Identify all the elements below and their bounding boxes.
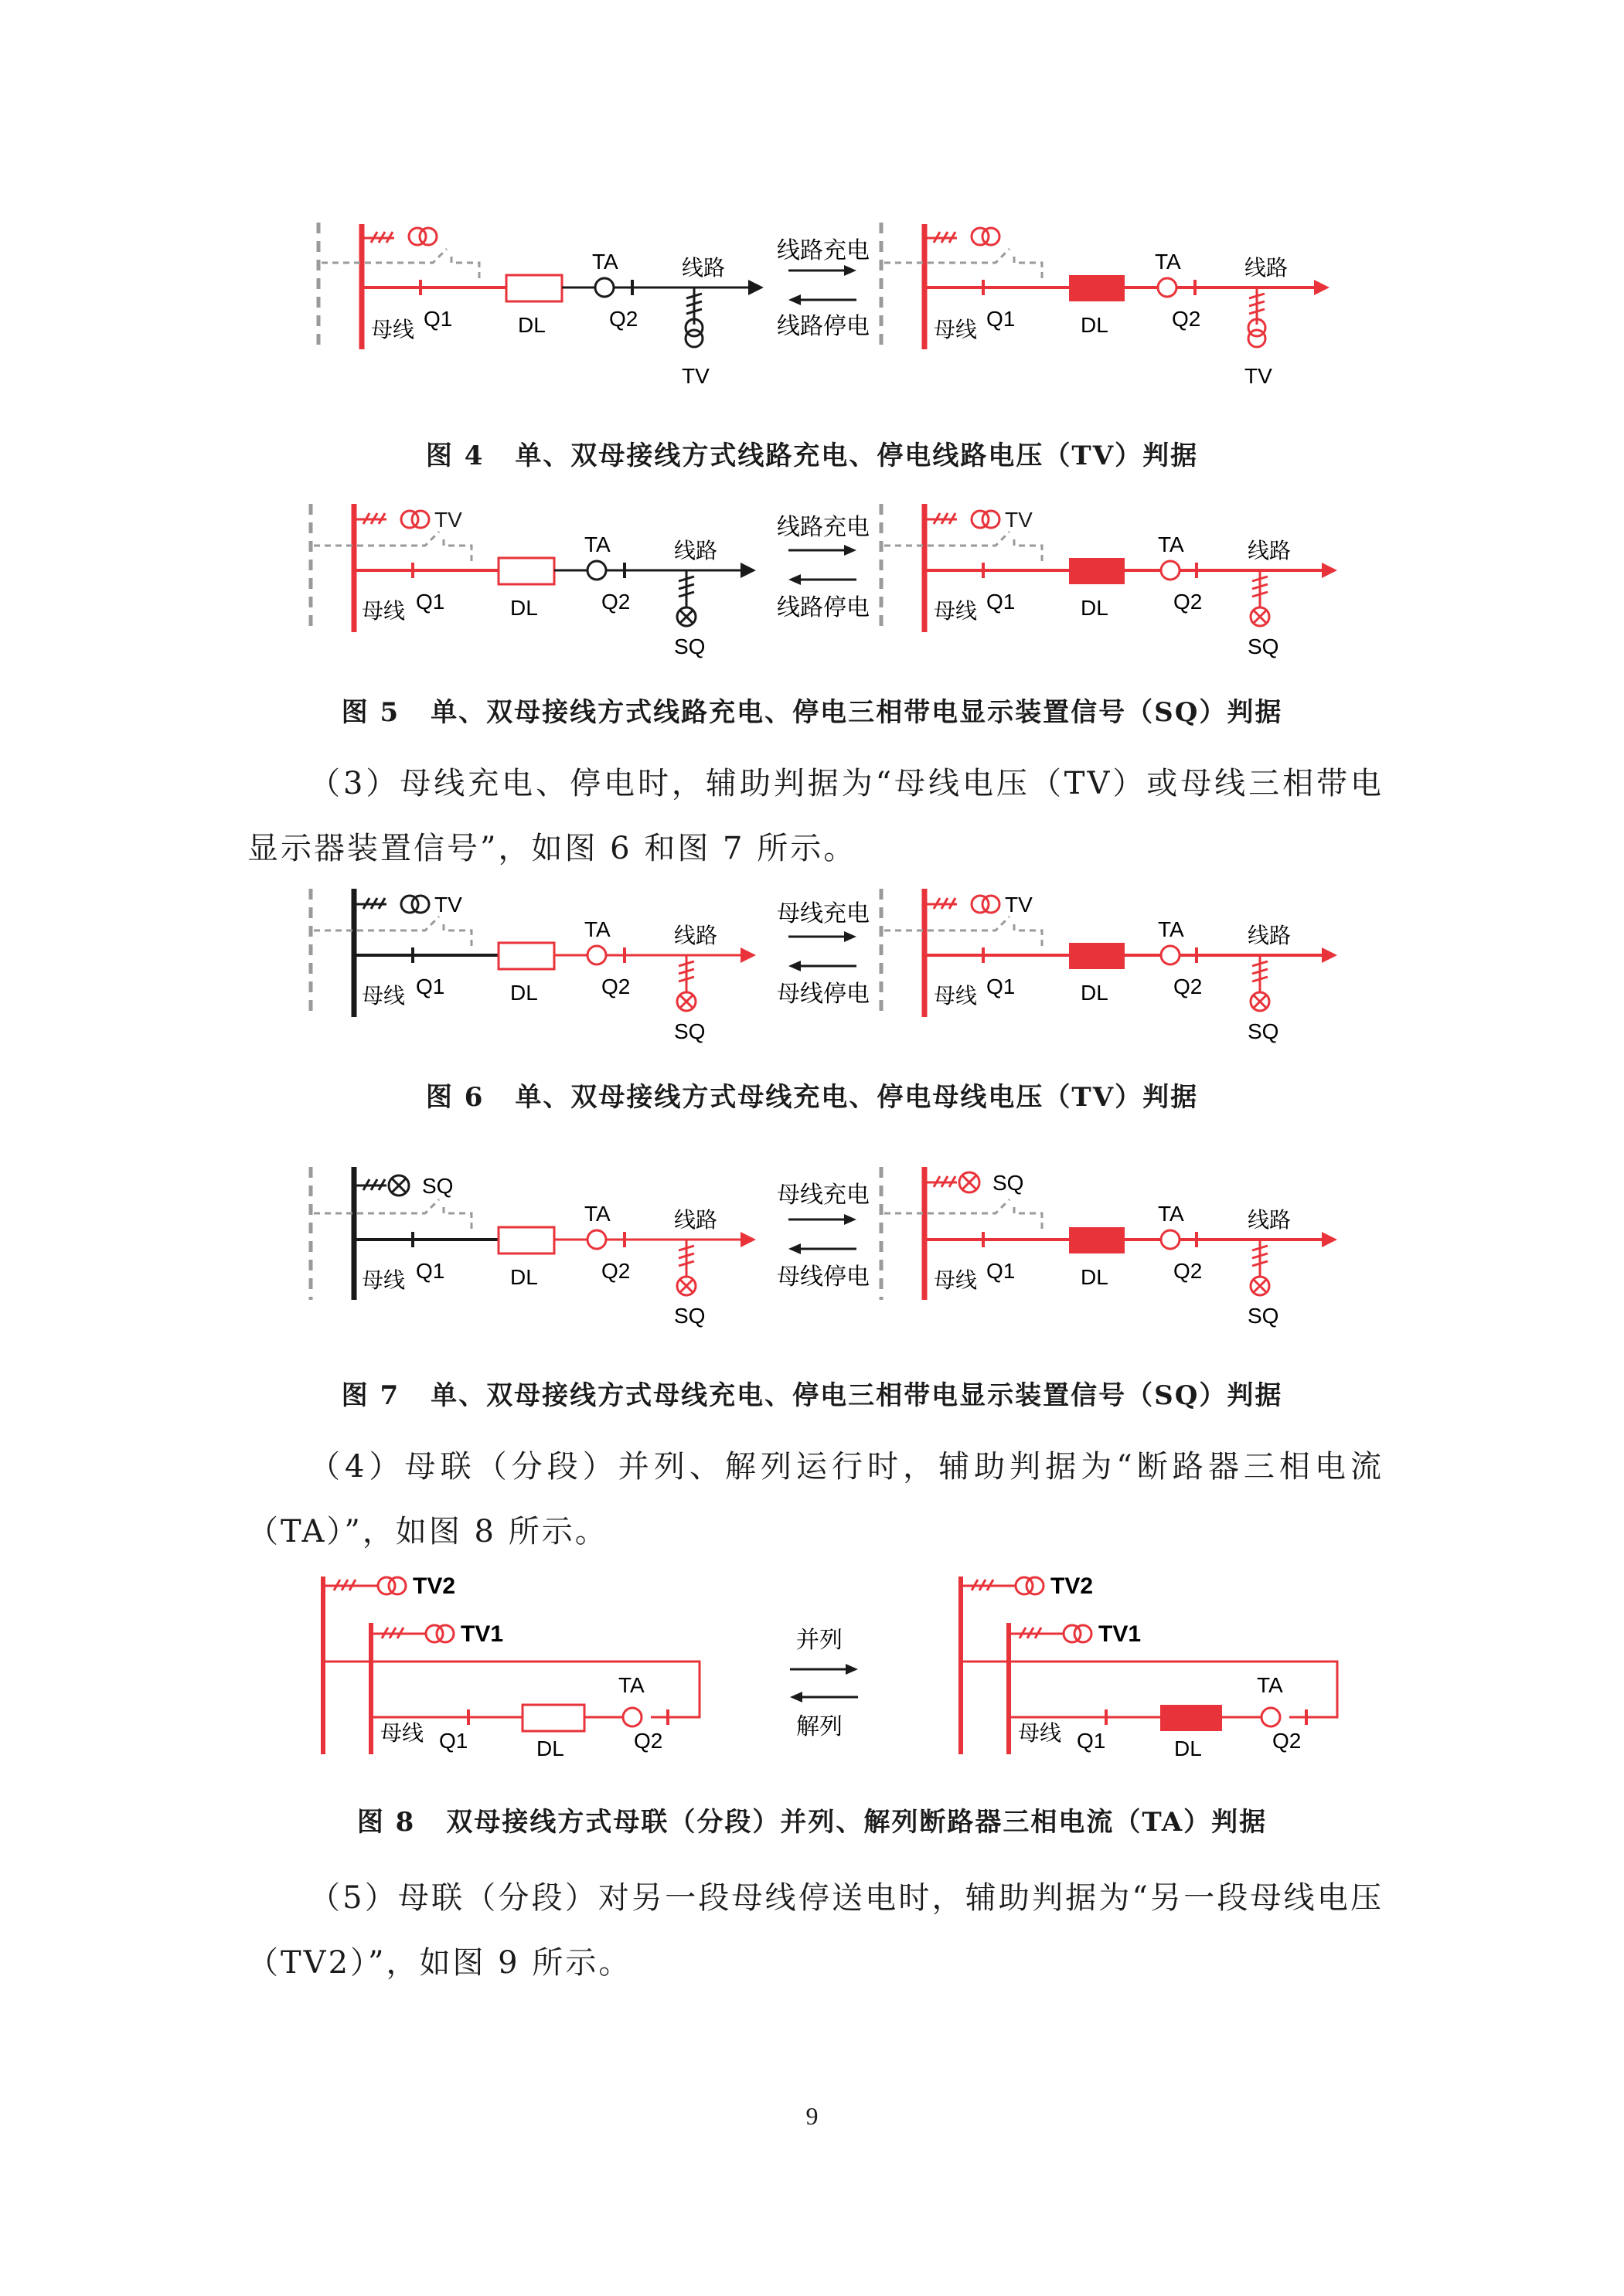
paragraph-3: （3）母线充电、停电时，辅助判据为“母线电压（TV）或母线三相带电显示器装置信号”，如图 6 和图 7 所示。 xyxy=(247,766,1384,866)
svg-text:SQ: SQ xyxy=(1248,1304,1279,1328)
svg-text:DL: DL xyxy=(518,313,546,337)
svg-text:线路: 线路 xyxy=(1248,1208,1292,1232)
svg-text:TA: TA xyxy=(1155,250,1181,274)
svg-text:SQ: SQ xyxy=(674,1304,706,1328)
svg-text:母线: 母线 xyxy=(362,599,406,623)
svg-text:TA: TA xyxy=(618,1673,645,1697)
figure-number: 图 4 xyxy=(425,440,485,471)
svg-text:Q1: Q1 xyxy=(439,1729,468,1753)
fig4-right-circuit xyxy=(881,223,1330,388)
svg-text:TA: TA xyxy=(584,1202,611,1226)
svg-text:并列: 并列 xyxy=(796,1628,843,1653)
svg-text:TV2: TV2 xyxy=(413,1573,456,1599)
fig8-right-labels xyxy=(1018,1573,1301,1760)
svg-text:SQ: SQ xyxy=(1248,1019,1279,1043)
svg-text:线路停电: 线路停电 xyxy=(777,595,870,621)
figure-5-diagram xyxy=(0,495,1624,672)
svg-text:母线: 母线 xyxy=(934,318,978,342)
figure-title: 单、双母接线方式母线充电、停电三相带电显示装置信号（SQ）判据 xyxy=(431,1380,1283,1411)
svg-text:Q1: Q1 xyxy=(424,307,453,331)
svg-text:TV: TV xyxy=(434,893,462,917)
svg-text:DL: DL xyxy=(1081,981,1108,1005)
svg-text:Q1: Q1 xyxy=(416,1259,445,1283)
svg-text:TA: TA xyxy=(1257,1673,1283,1697)
svg-text:TA: TA xyxy=(584,917,611,941)
svg-text:Q2: Q2 xyxy=(1172,307,1201,331)
svg-text:母线: 母线 xyxy=(362,984,406,1008)
fig8-left-labels xyxy=(380,1573,662,1760)
svg-text:母线停电: 母线停电 xyxy=(777,981,870,1007)
svg-text:线路: 线路 xyxy=(674,539,718,563)
svg-text:SQ: SQ xyxy=(674,634,706,658)
svg-text:Q1: Q1 xyxy=(986,590,1016,614)
fig7-arrows xyxy=(777,1182,870,1290)
svg-text:线路: 线路 xyxy=(674,1208,718,1232)
figure-7-caption xyxy=(0,1374,1624,1412)
svg-text:SQ: SQ xyxy=(674,1019,706,1043)
svg-text:DL: DL xyxy=(1174,1736,1202,1760)
figure-number: 图 7 xyxy=(341,1380,400,1411)
svg-text:母线: 母线 xyxy=(1018,1721,1062,1745)
svg-text:TA: TA xyxy=(584,532,611,556)
svg-text:母线充电: 母线充电 xyxy=(777,1182,870,1208)
fig6-left-circuit xyxy=(311,889,756,1043)
svg-text:Q2: Q2 xyxy=(601,590,631,614)
svg-text:线路: 线路 xyxy=(682,256,726,280)
svg-text:DL: DL xyxy=(1081,1265,1108,1289)
figure-number: 图 8 xyxy=(356,1807,416,1838)
svg-text:TA: TA xyxy=(1158,532,1184,556)
svg-text:线路: 线路 xyxy=(1248,539,1292,563)
svg-text:线路充电: 线路充电 xyxy=(777,238,870,264)
svg-text:TV: TV xyxy=(1005,893,1033,917)
svg-text:SQ: SQ xyxy=(1248,634,1279,658)
figure-7-diagram xyxy=(0,1159,1624,1345)
svg-text:TV: TV xyxy=(1005,508,1033,532)
svg-text:Q1: Q1 xyxy=(986,1259,1016,1283)
svg-text:Q2: Q2 xyxy=(1173,975,1203,998)
svg-text:线路充电: 线路充电 xyxy=(777,515,870,540)
paragraph-4: （4）母联（分段）并列、解列运行时，辅助判据为“断路器三相电流（TA）”，如图 8 所示。 xyxy=(247,1449,1384,1549)
fig7-left-circuit xyxy=(311,1167,756,1328)
figure-6-caption xyxy=(0,1076,1624,1114)
svg-text:线路停电: 线路停电 xyxy=(777,314,870,339)
svg-text:母线: 母线 xyxy=(934,599,978,623)
page-number: 9 xyxy=(805,2102,819,2130)
svg-text:TV: TV xyxy=(1244,364,1272,388)
svg-text:TV1: TV1 xyxy=(461,1621,504,1647)
svg-text:母线: 母线 xyxy=(934,984,978,1008)
svg-text:Q2: Q2 xyxy=(609,307,638,331)
svg-text:TV2: TV2 xyxy=(1050,1573,1094,1599)
figure-title: 双母接线方式母联（分段）并列、解列断路器三相电流（TA）判据 xyxy=(446,1807,1268,1838)
svg-text:母线: 母线 xyxy=(934,1268,978,1292)
figure-4-diagram xyxy=(0,209,1624,394)
svg-text:母线: 母线 xyxy=(362,1268,406,1292)
svg-text:DL: DL xyxy=(536,1736,564,1760)
fig4-arrows xyxy=(777,238,870,339)
svg-text:DL: DL xyxy=(510,1265,538,1289)
svg-text:线路: 线路 xyxy=(1244,256,1289,280)
fig6-arrows xyxy=(777,901,870,1007)
svg-text:TA: TA xyxy=(592,250,618,274)
figure-title: 单、双母接线方式线路充电、停电三相带电显示装置信号（SQ）判据 xyxy=(431,697,1283,728)
svg-text:TV1: TV1 xyxy=(1098,1621,1142,1647)
svg-text:DL: DL xyxy=(1081,313,1108,337)
svg-text:Q1: Q1 xyxy=(986,975,1016,998)
svg-text:Q1: Q1 xyxy=(416,590,445,614)
svg-text:SQ: SQ xyxy=(422,1174,454,1198)
fig4-left-circuit xyxy=(318,223,764,388)
svg-text:Q2: Q2 xyxy=(601,975,631,998)
svg-text:TV: TV xyxy=(434,508,462,532)
fig5-left-circuit xyxy=(311,504,756,658)
fig7-right-circuit xyxy=(881,1167,1337,1328)
figure-title: 单、双母接线方式线路充电、停电线路电压（TV）判据 xyxy=(515,440,1199,471)
svg-text:Q2: Q2 xyxy=(1173,1259,1203,1283)
fig8-arrows xyxy=(790,1628,858,1740)
figure-8-caption xyxy=(0,1801,1624,1839)
svg-text:DL: DL xyxy=(510,596,538,620)
svg-text:TA: TA xyxy=(1158,1202,1184,1226)
figure-8-diagram xyxy=(0,1561,1624,1770)
svg-text:线路: 线路 xyxy=(674,924,718,947)
svg-text:线路: 线路 xyxy=(1248,924,1292,947)
svg-text:Q1: Q1 xyxy=(986,307,1016,331)
svg-text:母线: 母线 xyxy=(380,1721,424,1745)
svg-text:TA: TA xyxy=(1158,917,1184,941)
figure-title: 单、双母接线方式母线充电、停电母线电压（TV）判据 xyxy=(515,1082,1199,1113)
fig6-right-circuit xyxy=(881,889,1337,1043)
svg-text:Q1: Q1 xyxy=(416,975,445,998)
svg-text:DL: DL xyxy=(1081,596,1108,620)
svg-text:解列: 解列 xyxy=(796,1714,843,1740)
figure-6-diagram xyxy=(0,885,1624,1063)
figure-4-caption xyxy=(0,434,1624,472)
svg-text:Q2: Q2 xyxy=(1173,590,1203,614)
svg-text:母线充电: 母线充电 xyxy=(777,901,870,927)
svg-text:Q2: Q2 xyxy=(1272,1729,1302,1753)
svg-text:TV: TV xyxy=(682,364,710,388)
svg-text:母线: 母线 xyxy=(371,318,415,342)
svg-text:母线停电: 母线停电 xyxy=(777,1264,870,1290)
svg-text:Q2: Q2 xyxy=(634,1729,663,1753)
fig5-arrows xyxy=(777,515,870,621)
figure-number: 图 5 xyxy=(341,697,400,728)
svg-text:Q2: Q2 xyxy=(601,1259,631,1283)
svg-text:DL: DL xyxy=(510,981,538,1005)
svg-text:Q1: Q1 xyxy=(1077,1729,1106,1753)
figure-number: 图 6 xyxy=(425,1082,485,1113)
figure-5-caption xyxy=(0,691,1624,729)
svg-text:SQ: SQ xyxy=(992,1171,1024,1195)
fig5-right-circuit xyxy=(881,504,1337,658)
paragraph-5: （5）母联（分段）对另一段母线停送电时，辅助判据为“另一段母线电压（TV2）”，如图 9 所示。 xyxy=(247,1880,1384,1981)
